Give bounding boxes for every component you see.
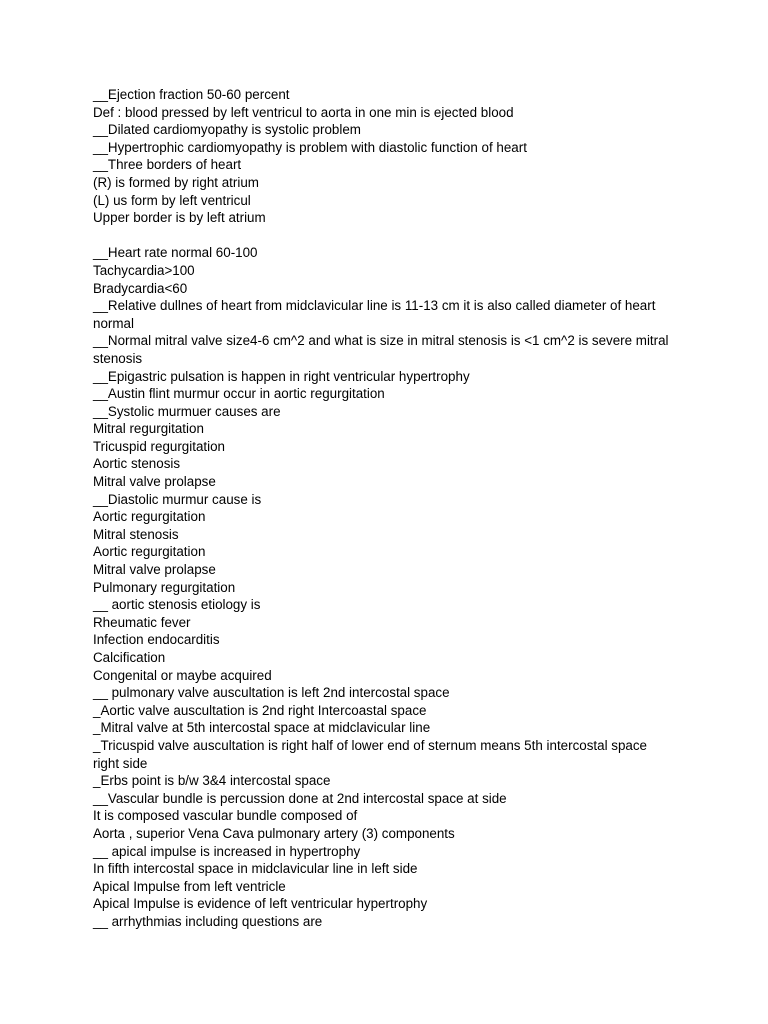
text-line: _Erbs point is b/w 3&4 intercostal space [93, 773, 331, 789]
text-line: Tricuspid regurgitation [93, 438, 225, 454]
text-line: __Dilated cardiomyopathy is systolic problem [93, 122, 361, 138]
text-line: Calcification [93, 650, 166, 665]
text-line: Congenital or maybe acquired [93, 667, 272, 683]
blank-line [93, 227, 693, 245]
text-line: __Normal mitral valve size4-6 cm^2 and what is size in mitral stenosis is <1 cm^2 is severe mitral stenosis [93, 333, 669, 366]
text-line: Aorta , superior Vena Cava pulmonary artery (3) components [93, 825, 455, 841]
text-line: Mitral stenosis [93, 526, 179, 542]
text-line: _Mitral valve at 5th intercostal space at midclavicular line [93, 720, 431, 736]
text-line: Bradycardia<60 [93, 280, 188, 296]
text-line: __ aortic stenosis etiology is [93, 597, 261, 613]
text-line: __Epigastric pulsation is happen in right ventricular hypertrophy [93, 368, 470, 384]
text-line: Mitral valve prolapse [93, 562, 216, 578]
text-line: Apical Impulse from left ventricle [93, 878, 286, 894]
text-line: Aortic regurgitation [93, 544, 206, 560]
text-line: __Systolic murmuer causes are [93, 403, 281, 419]
text-line: __Heart rate normal 60-100 [93, 245, 258, 261]
text-line: __Ejection fraction 50-60 percent [93, 87, 290, 102]
text-line: Aortic stenosis [93, 456, 181, 472]
text-line: Mitral regurgitation [93, 421, 204, 437]
text-line: It is composed vascular bundle composed of [93, 808, 358, 824]
text-line: Apical Impulse is evidence of left ventricular hypertrophy [93, 896, 428, 912]
text-line: __Relative dullnes of heart from midclavicular line is 11-13 cm it is also called diameter of heart normal [93, 298, 656, 331]
text-line: __Austin flint murmur occur in aortic regurgitation [93, 386, 385, 402]
text-line: __ apical impulse is increased in hypertrophy [93, 843, 361, 859]
text-line: In fifth intercostal space in midclavicular line in left side [93, 861, 418, 877]
text-line: __ pulmonary valve auscultation is left 2nd intercostal space [93, 685, 450, 701]
text-line: __Three borders of heart [93, 157, 242, 173]
text-line: Upper border is by left atrium [93, 210, 266, 226]
text-line: Aortic regurgitation [93, 509, 206, 525]
text-line: Def : blood pressed by left ventricul to aorta in one min is ejected blood [93, 104, 514, 120]
text-line: Rheumatic fever [93, 614, 191, 630]
text-line: Mitral valve prolapse [93, 474, 216, 490]
text-line: __Vascular bundle is percussion done at 2nd intercostal space at side [93, 790, 507, 806]
text-line: __Hypertrophic cardiomyopathy is problem with diastolic function of heart [93, 139, 527, 155]
text-line: __ arrhythmias including questions are [93, 913, 323, 929]
text-line: _Aortic valve auscultation is 2nd right Intercoastal space [93, 702, 427, 718]
text-line: Tachycardia>100 [93, 262, 195, 278]
text-line: __Diastolic murmur cause is [93, 491, 262, 507]
text-line: Pulmonary regurgitation [93, 579, 236, 595]
text-line: Infection endocarditis [93, 632, 220, 648]
document-text [93, 86, 693, 931]
text-line: (R) is formed by right atrium [93, 174, 259, 190]
text-line: (L) us form by left ventricul [93, 192, 251, 208]
text-line: _Tricuspid valve auscultation is right half of lower end of sternum means 5th intercostal space right side [93, 737, 648, 771]
